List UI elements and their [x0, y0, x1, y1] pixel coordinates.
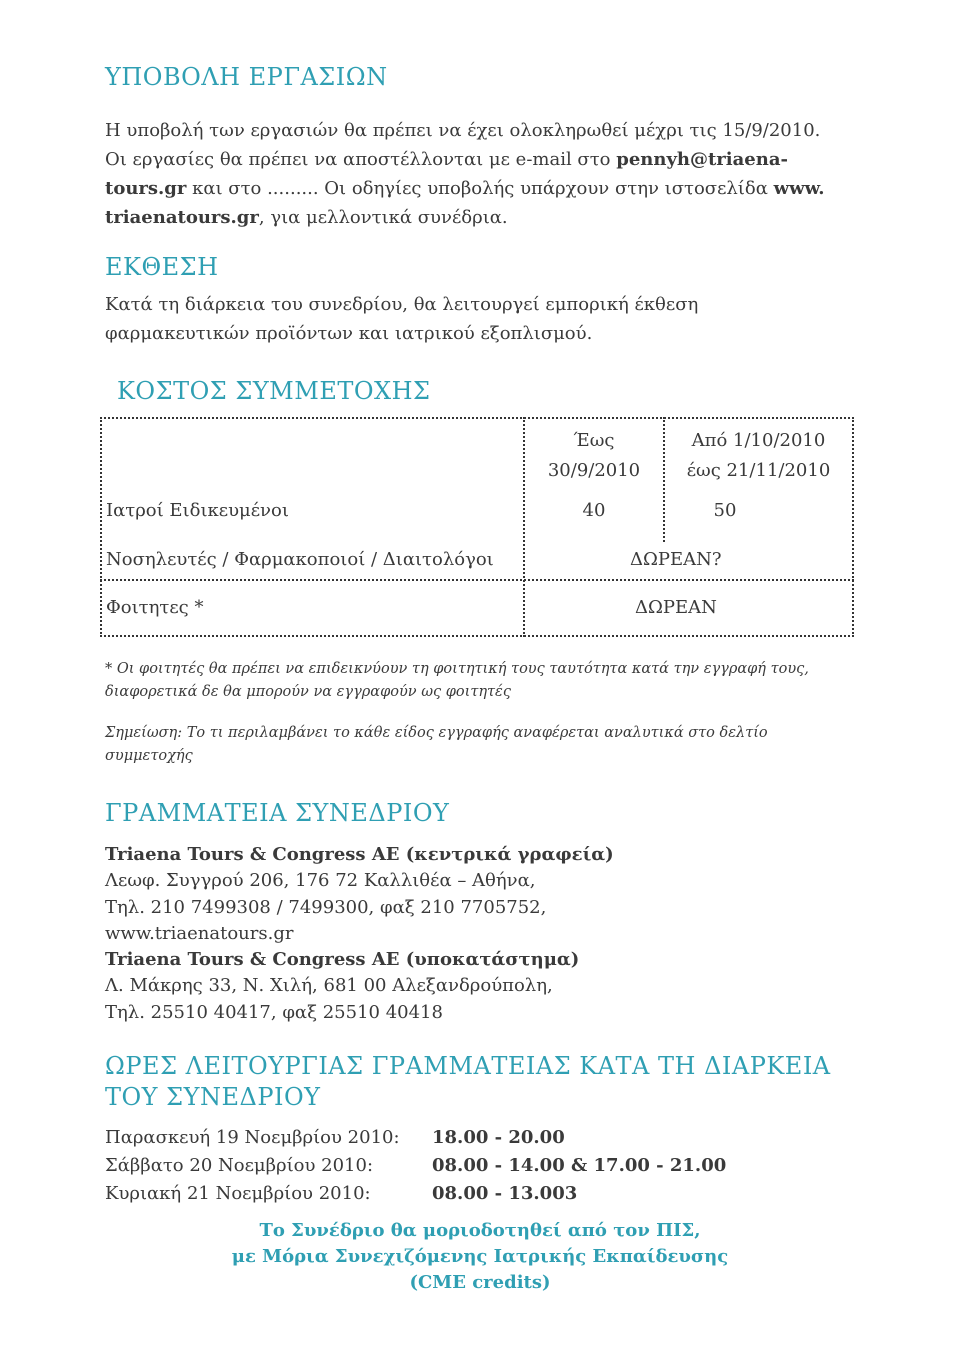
table-border-top — [100, 417, 854, 419]
row-label: Φοιτητες * — [106, 597, 204, 618]
hours-heading-line-1: ΩΡΕΣ ΛΕΙΤΟΥΡΓΙΑΣ ΓΡΑΜΜΑΤΕΙΑΣ ΚΑΤΑ ΤΗ ΔΙΑΡΚΕΙΑ — [105, 1052, 831, 1080]
col-early-header-line-1: Έως — [573, 430, 615, 451]
row-label: Ιατροί Ειδικευμένοι — [106, 500, 289, 521]
office-address: Λεωφ. Συγγρού 206, 176 72 Καλλιθέα – Αθήνα, — [105, 870, 536, 892]
table-row-divider — [100, 579, 854, 581]
exhibition-line-2: φαρμακευτικών προϊόντων και ιατρικού εξοπλισμού. — [105, 323, 593, 344]
hours-heading-line-2: ΤΟΥ ΣΥΝΕΔΡΙΟΥ — [105, 1083, 321, 1111]
website-link[interactable]: www. — [773, 178, 825, 199]
fee-table — [100, 417, 854, 637]
branch-address: Λ. Μάκρης 33, Ν. Χιλή, 681 00 Αλεξανδρούπολη, — [105, 975, 553, 997]
secretariat-heading: ΓΡΑΜΜΑΤΕΙΑ ΣΥΝΕΔΡΙΟΥ — [105, 799, 450, 827]
table-border-bottom — [100, 635, 854, 637]
col-late-header-line-1: Από 1/10/2010 — [691, 430, 826, 451]
hours-row — [105, 1180, 726, 1208]
fee-early: 40 — [582, 500, 606, 521]
remark-note-line-1: Σημείωση: Το τι περιλαμβάνει το κάθε είδος εγγραφής αναφέρεται αναλυτικά στο δελτίο — [105, 725, 768, 741]
exhibition-line-1: Κατά τη διάρκεια του συνεδρίου, θα λειτουργεί εμπορική έκθεση — [105, 294, 699, 315]
submission-text — [105, 116, 825, 232]
col-early-header-line-2: 30/9/2010 — [547, 460, 641, 481]
hours-day: Παρασκευή 19 Νοεμβρίου 2010: — [105, 1127, 400, 1148]
table-border-left — [100, 417, 102, 637]
fee-late: 50 — [713, 500, 737, 521]
student-note-line-2: διαφορετικά δε θα μπορούν να εγγραφούν ως φοιτητές — [105, 684, 511, 700]
submission-heading: ΥΠΟΒΟΛΗ ΕΡΓΑΣΙΩΝ — [105, 63, 388, 91]
email-link-end[interactable]: tours.gr — [105, 178, 187, 199]
hours-row — [105, 1152, 726, 1180]
table-border-right — [852, 417, 854, 637]
exhibition-heading: ΕΚΘΕΣΗ — [105, 253, 219, 281]
submission-line-3: και στο ......... Οι οδηγίες υποβολής υπάρχουν στην ιστοσελίδα — [186, 178, 774, 199]
submission-line-4: , για μελλοντικά συνέδρια. — [258, 207, 508, 228]
cme-line-1: Το Συνέδριο θα μοριοδοτηθεί από τον ΠΙΣ, — [259, 1220, 701, 1241]
submission-line-1: Η υποβολή των εργασιών θα πρέπει να έχει ολοκληρωθεί μέχρι τις 15/9/2010. — [105, 120, 821, 141]
website-link[interactable]: www.triaenatours.gr — [105, 922, 294, 944]
hours-time: 08.00 - 13.003 — [432, 1183, 578, 1204]
student-note-line-1: * Οι φοιτητές θα πρέπει να επιδεικνύουν τη φοιτητική τους ταυτότητα κατά την εγγραφή τους, — [105, 661, 809, 677]
website-link-end[interactable]: triaenatours.gr — [105, 207, 259, 228]
cme-footer — [0, 1218, 960, 1296]
col-late-header-line-2: έως 21/11/2010 — [686, 460, 831, 481]
row-label: Νοσηλευτές / Φαρμακοποιοί / Διαιτολόγοι — [106, 549, 494, 570]
hours-list — [105, 1124, 726, 1208]
student-note — [105, 658, 809, 704]
secretariat-contact — [105, 842, 614, 1026]
remark-note-line-2: συμμετοχής — [105, 748, 193, 764]
hours-row — [105, 1124, 726, 1152]
cme-line-2: με Μόρια Συνεχιζόμενης Ιατρικής Εκπαίδευσης — [231, 1246, 729, 1267]
office-name: Triaena Tours & Congress AE (κεντρικά γραφεία) — [105, 844, 614, 865]
hours-day: Σάββατο 20 Νοεμβρίου 2010: — [105, 1155, 374, 1176]
hours-heading — [105, 1051, 831, 1113]
branch-name: Triaena Tours & Congress AE (υποκατάστημα) — [105, 949, 580, 971]
remark-note — [105, 722, 768, 768]
exhibition-text — [105, 290, 698, 348]
col-early-header — [525, 426, 663, 486]
cme-line-3: (CME credits) — [409, 1272, 551, 1293]
fee-both: ΔΩΡΕΑΝ — [635, 597, 717, 618]
email-link[interactable]: pennyh@triaena- — [616, 149, 788, 170]
fee-both: ΔΩΡΕΑΝ? — [630, 549, 722, 570]
submission-line-2: Οι εργασίες θα πρέπει να αποστέλλονται με e-mail στο — [105, 149, 617, 170]
hours-day: Κυριακή 21 Νοεμβρίου 2010: — [105, 1183, 371, 1204]
office-phone: Τηλ. 210 7499308 / 7499300, φαξ 210 7705752, — [105, 896, 547, 918]
hours-time: 08.00 - 14.00 & 17.00 - 21.00 — [432, 1155, 727, 1176]
fees-heading: ΚΟΣΤΟΣ ΣΥΜΜΕΤΟΧΗΣ — [117, 377, 431, 405]
hours-time: 18.00 - 20.00 — [432, 1127, 565, 1148]
branch-phone: Τηλ. 25510 40417, φαξ 25510 40418 — [105, 1001, 443, 1023]
col-late-header — [665, 426, 852, 486]
